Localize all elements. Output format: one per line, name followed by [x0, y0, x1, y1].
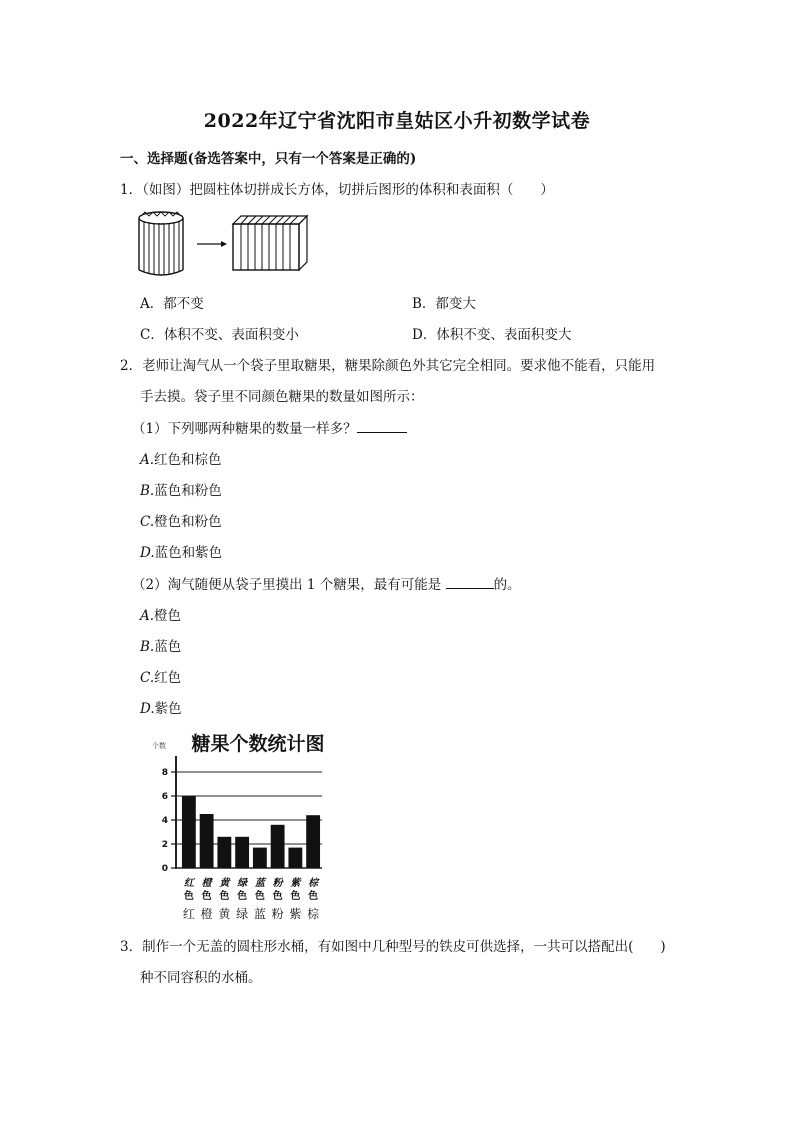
arrow-right-icon [197, 241, 227, 247]
x-category-label: 黄 [218, 907, 231, 921]
question-2-text-line2: 手去摸。袋子里不同颜色糖果的数量如图所示： [140, 389, 424, 405]
x-handwritten-label: 蓝 [254, 878, 265, 889]
bar-0 [182, 796, 196, 868]
q2-sub2-option-b: B.蓝色 [140, 639, 182, 655]
x-handwritten-label: 黄 [219, 878, 230, 889]
y-tick-label: 2 [161, 840, 168, 850]
x-handwritten-label: 橙 [201, 878, 212, 889]
x-handwritten-suffix: 色 [272, 891, 283, 902]
bar-6 [288, 848, 302, 868]
x-handwritten-suffix: 色 [201, 891, 212, 902]
q1-option-c: C．体积不变、表面积变小 [140, 327, 299, 343]
q2-sub2-option-a: A.橙色 [140, 608, 182, 624]
x-category-label: 紫 [289, 907, 302, 921]
bar-1 [200, 814, 214, 868]
bar-5 [271, 825, 285, 868]
x-handwritten-label: 棕 [308, 878, 319, 889]
q1-option-d: D．体积不变、表面积变大 [412, 327, 572, 343]
bar-2 [217, 837, 231, 868]
x-category-label: 棕 [307, 907, 320, 921]
q2-sub1-option-c: C.橙色和粉色 [140, 514, 222, 530]
q2-sub1-text: （1）下列哪两种糖果的数量一样多？ [132, 417, 407, 437]
bar-3 [235, 837, 249, 868]
page-title: 2022年辽宁省沈阳市皇姑区小升初数学试卷 [203, 110, 591, 132]
x-category-label: 红 [182, 907, 195, 921]
question-2-text-line1: 2．老师让淘气从一个袋子里取糖果，糖果除颜色外其它完全相同。要求他不能看，只能用 [120, 358, 656, 374]
q2-sub1-option-d: D.蓝色和紫色 [140, 545, 223, 561]
x-handwritten-suffix: 色 [219, 891, 230, 902]
candy-count-bar-chart [140, 728, 340, 924]
bar-4 [253, 848, 267, 868]
question-1-text: 1．（如图）把圆柱体切拼成长方体，切拼后图形的体积和表面积（ ） [120, 182, 554, 198]
y-tick-label: 4 [161, 816, 168, 826]
x-category-label: 蓝 [253, 907, 266, 921]
answer-blank[interactable] [446, 574, 494, 589]
question-3-text-line1: 3．制作一个无盖的圆柱形水桶，有如图中几种型号的铁皮可供选择，一共可以搭配出( ) [120, 939, 666, 955]
y-tick-label: 0 [161, 864, 168, 874]
answer-blank[interactable] [357, 418, 407, 433]
x-handwritten-suffix: 色 [254, 891, 265, 902]
cuboid-shape [233, 216, 307, 270]
q2-sub2-text: （2）淘气随便从袋子里摸出 1 个糖果，最有可能是 的。 [132, 573, 521, 593]
x-handwritten-suffix: 色 [183, 891, 194, 902]
x-handwritten-label: 绿 [237, 878, 248, 889]
x-category-label: 橙 [200, 907, 213, 921]
y-tick-label: 6 [161, 792, 168, 802]
y-tick-label: 8 [161, 768, 168, 778]
x-handwritten-suffix: 色 [290, 891, 301, 902]
x-handwritten-label: 紫 [290, 878, 301, 889]
chart-title: 糖果个数统计图 [191, 733, 325, 755]
x-category-label: 绿 [236, 907, 249, 921]
q2-sub1-option-b: B.蓝色和粉色 [140, 483, 222, 499]
q1-option-a: A．都不变 [140, 296, 204, 312]
x-category-label: 粉 [271, 907, 284, 921]
y-axis-label: 个数 [152, 742, 166, 750]
q2-sub2-option-d: D.紫色 [140, 701, 182, 717]
x-handwritten-suffix: 色 [237, 891, 248, 902]
x-handwritten-label: 红 [183, 878, 194, 889]
question-3-text-line2: 种不同容积的水桶。 [140, 970, 262, 986]
q2-sub1-option-a: A.红色和棕色 [140, 452, 222, 468]
q1-option-b: B．都变大 [412, 296, 476, 312]
cylinder-shape [139, 212, 183, 275]
x-handwritten-label: 粉 [272, 878, 283, 889]
section-heading: 一、选择题(备选答案中，只有一个答案是正确的) [120, 151, 417, 167]
cylinder-to-cuboid-figure [135, 206, 315, 278]
x-handwritten-suffix: 色 [308, 891, 319, 902]
bar-7 [306, 815, 320, 868]
q2-sub2-option-c: C.红色 [140, 670, 182, 686]
